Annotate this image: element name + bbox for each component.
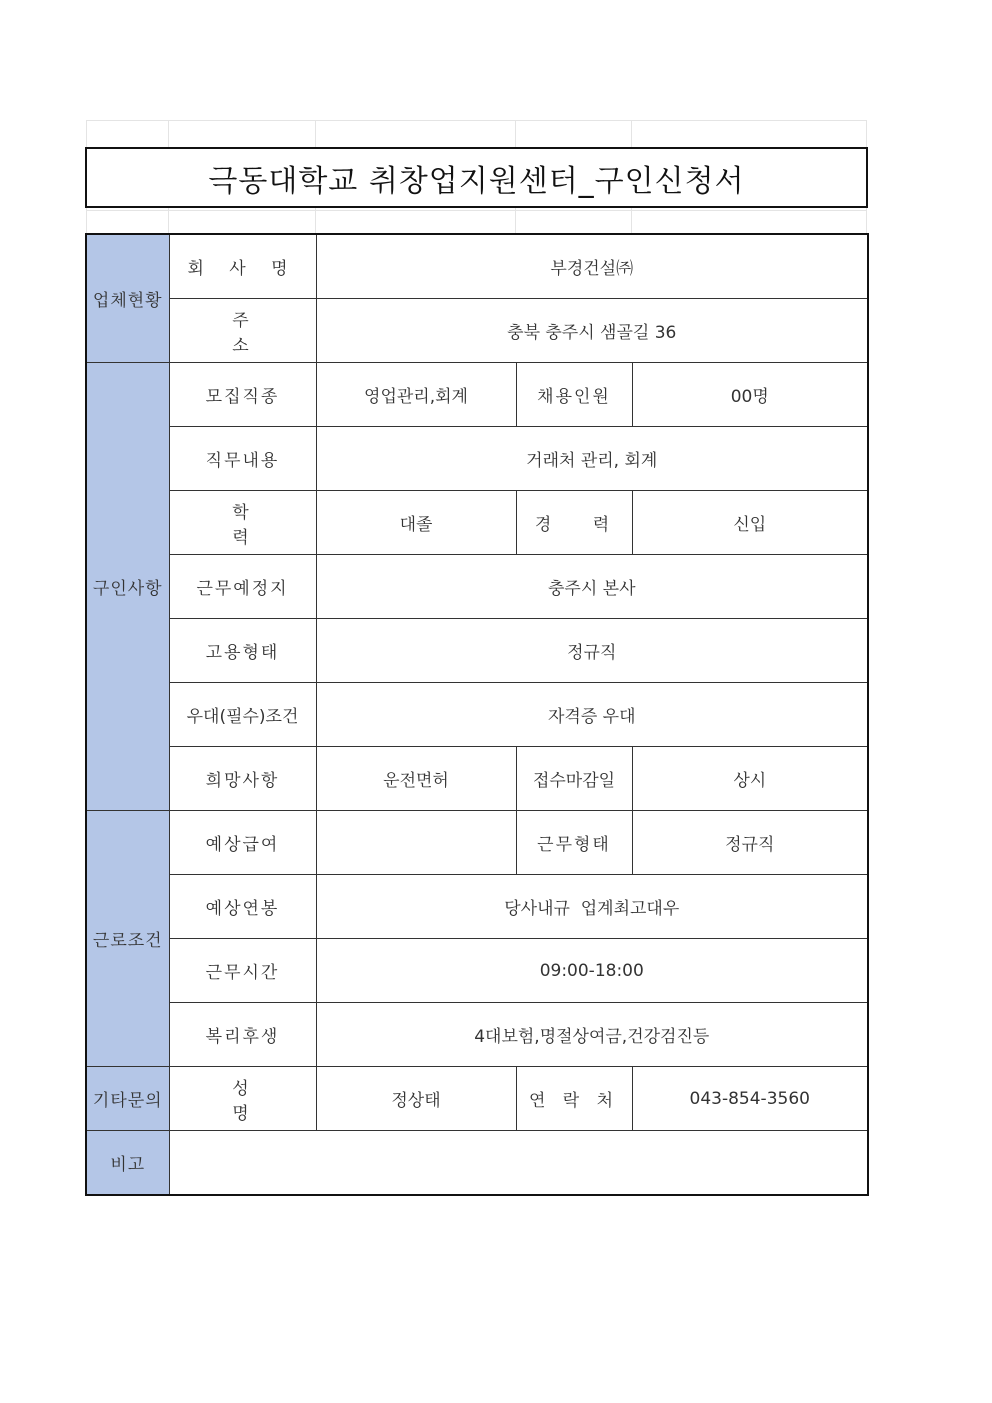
- row-hours: [86, 939, 868, 1003]
- category-remarks: 비고: [86, 1131, 169, 1196]
- label-annual: 예상연봉: [169, 875, 316, 939]
- value-education[interactable]: 대졸: [316, 491, 516, 555]
- value-hours[interactable]: 09:00-18:00: [316, 939, 868, 1003]
- value-headcount[interactable]: 00명: [632, 363, 868, 427]
- value-address[interactable]: 충북 충주시 샘골길 36: [316, 299, 868, 363]
- sheet-gridline: [515, 206, 516, 233]
- value-duty[interactable]: 거래처 관리, 회계: [316, 427, 868, 491]
- row-salary: [86, 811, 868, 875]
- category-company: 업체현황: [86, 234, 169, 363]
- label-salary: 예상급여: [169, 811, 316, 875]
- label-hours: 근무시간: [169, 939, 316, 1003]
- job-application-form: [85, 233, 869, 1196]
- sheet-gridline: [168, 120, 169, 147]
- label-duty: 직무내용: [169, 427, 316, 491]
- value-salary[interactable]: [316, 811, 516, 875]
- label-address: 주 소: [169, 299, 316, 363]
- sheet-gridline: [86, 210, 867, 211]
- category-contact: 기타문의: [86, 1067, 169, 1131]
- value-employment[interactable]: 정규직: [316, 619, 868, 683]
- value-wish[interactable]: 운전면허: [316, 747, 516, 811]
- row-location: [86, 555, 868, 619]
- sheet-gridline: [515, 120, 516, 147]
- label-company-name: 회 사 명: [169, 234, 316, 299]
- value-welfare[interactable]: 4대보험,명절상여금,건강검진등: [316, 1003, 868, 1067]
- value-remarks[interactable]: [169, 1131, 868, 1196]
- label-deadline: 접수마감일: [516, 747, 632, 811]
- value-contact-phone[interactable]: 043-854-3560: [632, 1067, 868, 1131]
- label-headcount: 채용인원: [516, 363, 632, 427]
- row-contact: [86, 1067, 868, 1131]
- value-contact-name[interactable]: 정상태: [316, 1067, 516, 1131]
- sheet-gridline: [631, 206, 632, 233]
- row-duty: [86, 427, 868, 491]
- sheet-gridline: [168, 206, 169, 233]
- row-welfare: [86, 1003, 868, 1067]
- value-career[interactable]: 신입: [632, 491, 868, 555]
- category-conditions: 근로조건: [86, 811, 169, 1067]
- label-employment: 고용형태: [169, 619, 316, 683]
- label-position: 모집직종: [169, 363, 316, 427]
- label-preference: 우대(필수)조건: [169, 683, 316, 747]
- row-wish: [86, 747, 868, 811]
- label-welfare: 복리후생: [169, 1003, 316, 1067]
- label-contact-name: 성 명: [169, 1067, 316, 1131]
- row-address: [86, 299, 868, 363]
- value-worktype[interactable]: 정규직: [632, 811, 868, 875]
- label-location: 근무예정지: [169, 555, 316, 619]
- label-contact-phone: 연 락 처: [516, 1067, 632, 1131]
- sheet-gridline: [315, 120, 316, 147]
- category-job: 구인사항: [86, 363, 169, 811]
- label-wish: 희망사항: [169, 747, 316, 811]
- value-location[interactable]: 충주시 본사: [316, 555, 868, 619]
- label-worktype: 근무형태: [516, 811, 632, 875]
- value-position[interactable]: 영업관리,회계: [316, 363, 516, 427]
- row-company-name: [86, 234, 868, 299]
- sheet-gridline: [86, 120, 867, 121]
- sheet-gridline: [631, 120, 632, 147]
- sheet-gridline: [315, 206, 316, 233]
- label-career: 경 력: [516, 491, 632, 555]
- form-title: 극동대학교 취창업지원센터_구인신청서: [85, 147, 868, 208]
- row-annual: [86, 875, 868, 939]
- value-deadline[interactable]: 상시: [632, 747, 868, 811]
- label-education: 학 력: [169, 491, 316, 555]
- row-education: [86, 491, 868, 555]
- row-preference: [86, 683, 868, 747]
- row-remarks: [86, 1131, 868, 1196]
- value-preference[interactable]: 자격증 우대: [316, 683, 868, 747]
- value-company-name[interactable]: 부경건설㈜: [316, 234, 868, 299]
- value-annual[interactable]: 당사내규 업계최고대우: [316, 875, 868, 939]
- row-position: [86, 363, 868, 427]
- row-employment: [86, 619, 868, 683]
